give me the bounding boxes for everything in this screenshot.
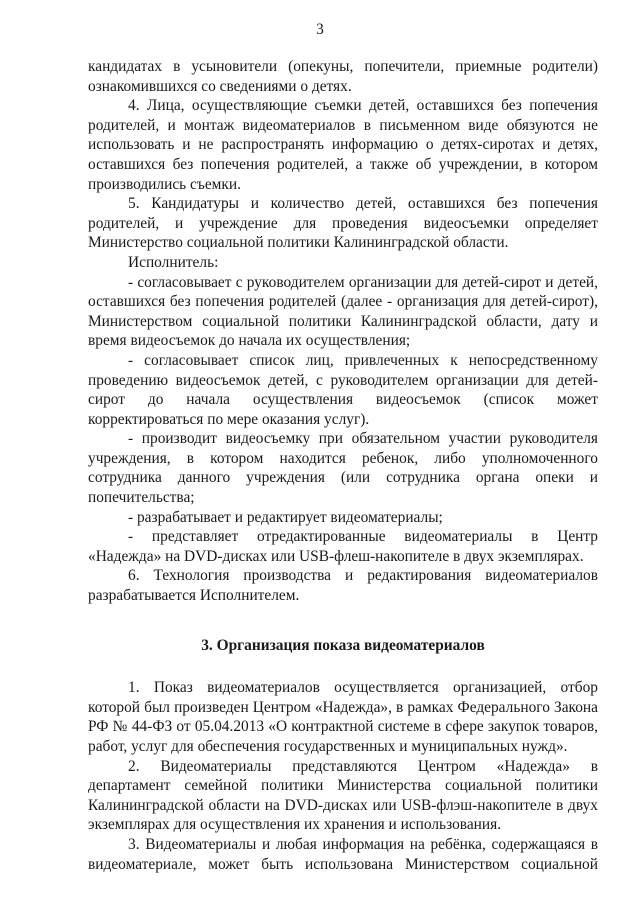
paragraph: 2. Видеоматериалы представляются Центром «Надежда» в департамент семейной политики Министерства социальной политики Калининградской области на DVD-дисках или USB-флэш-накопителе в двух экземплярах для осуществления их хранения и использования.: [88, 757, 598, 834]
section-heading: 3. Организация показа видеоматериалов: [201, 636, 485, 654]
paragraph: 1. Показ видеоматериалов осуществляется организацией, отбор которой был произведен Центром «Надежда», в рамках Федерального Закона РФ № 44-ФЗ от 05.04.2013 «О контрактной системе в сфере закупок товаров, работ, услуг для обеспечения государственных и муниципальных нужд».: [88, 679, 598, 755]
list-item: - разрабатывает и редактирует видеоматериалы;: [128, 508, 443, 526]
list-item: - согласовывает список лиц, привлеченных к непосредственному проведению видеосъемок детей, с руководителем организации для детей-сирот до начала осуществления видеосъемок (список может корректироваться по мере оказания услуг).: [88, 351, 598, 428]
paragraph: 5. Кандидатуры и количество детей, оставшихся без попечения родителей, и учреждение для проведения видеосъемки определяет Министерство социальной политики Калининградской области.: [88, 195, 598, 252]
list-item: - согласовывает с руководителем организации для детей-сирот и детей, оставшихся без попечения родителей (далее - организация для детей-сирот), Министерством социальной политики Калининградской области, дату и время видеосъемок до начала их осуществления;: [88, 273, 598, 350]
paragraph: 3. Видеоматериалы и любая информация на ребёнка, содержащаяся в видеоматериале, может быть использована Министерством социальной: [88, 835, 598, 873]
paragraph: 6. Технология производства и редактирования видеоматериалов разрабатывается Исполнителем.: [88, 567, 598, 605]
list-item: - представляет отредактированные видеоматериалы в Центр «Надежда» на DVD-дисках или USB-флеш-накопителе в двух экземплярах.: [88, 528, 598, 565]
document-body: [88, 57, 598, 874]
list-item: - производит видеосъемку при обязательном участии руководителя учреждения, в котором находится ребенок, либо уполномоченного сотрудника данного учреждения (или сотрудника органа опеки и попечительства;: [88, 430, 598, 507]
paragraph: 4. Лица, осуществляющие съемки детей, оставшихся без попечения родителей, и монтаж видеоматериалов в письменном виде обязуются не использовать и не распространять информацию о детях-сиротах и детях, оставшихся без попечения родителей, а также об учреждении, в котором производились съемки.: [88, 97, 598, 193]
page-number: 3: [316, 21, 324, 38]
paragraph: кандидатах в усыновители (опекуны, попечители, приемные родители) ознакомившихся со сведениями о детях.: [88, 58, 598, 95]
paragraph: Исполнитель:: [128, 253, 219, 271]
